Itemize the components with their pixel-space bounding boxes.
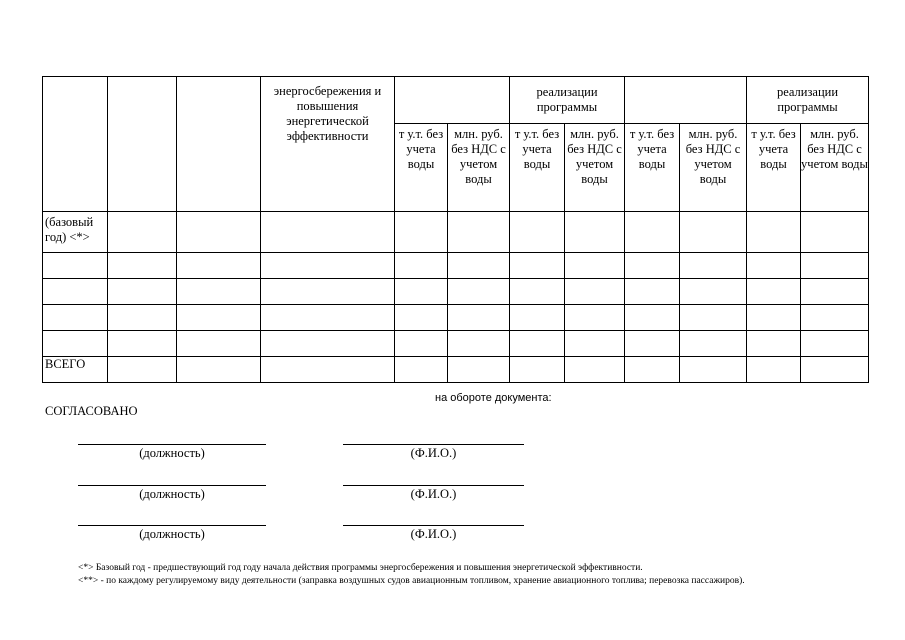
footnote-base-year: <*> Базовый год - предшествующий год году начала действия программы энергосбережения и повышения энергетической эффективности.: [78, 563, 643, 573]
subheader-mln: млн. руб. без НДС с учетом воды: [801, 124, 869, 212]
table-row: [43, 331, 869, 357]
energy-program-table: [42, 76, 869, 383]
header-group-empty: [395, 77, 510, 124]
table-row-total: [43, 357, 869, 383]
subheader-tut: т у.т. без учета воды: [625, 124, 680, 212]
header-cell-empty: [177, 77, 261, 212]
subheader-mln: млн. руб. без НДС с учетом воды: [565, 124, 625, 212]
signature-line-position: [78, 444, 266, 445]
header-group-program-1: реализации программы: [510, 77, 625, 124]
row-label-total: ВСЕГО: [43, 357, 108, 383]
subheader-tut: т у.т. без учета воды: [510, 124, 565, 212]
table-row: [43, 279, 869, 305]
signature-line-name: [343, 485, 524, 486]
signature-line-position: [78, 525, 266, 526]
header-cell-empty: [108, 77, 177, 212]
agreed-label: СОГЛАСОВАНО: [45, 404, 138, 418]
header-energy-saving: энергосбережения и повышения энергетической эффективности: [261, 77, 395, 212]
subheader-mln: млн. руб. без НДС с учетом воды: [448, 124, 510, 212]
position-caption: (должность): [139, 487, 205, 501]
table-row: [43, 305, 869, 331]
note-reverse: на обороте документа:: [435, 392, 552, 404]
name-caption: (Ф.И.О.): [410, 487, 457, 501]
position-caption: (должность): [139, 446, 205, 460]
name-caption: (Ф.И.О.): [410, 446, 457, 460]
subheader-mln: млн. руб. без НДС с учетом воды: [680, 124, 747, 212]
table-row-base-year: [43, 212, 869, 253]
subheader-tut: т у.т. без учета воды: [747, 124, 801, 212]
footnote-activity: <**> - по каждому регулируемому виду деятельности (заправка воздушных судов авиационным топливом, хранение авиационного топлива; перевозка пассажиров).: [78, 576, 745, 586]
name-caption: (Ф.И.О.): [410, 527, 457, 541]
signature-line-name: [343, 444, 524, 445]
subheader-tut: т у.т. без учета воды: [395, 124, 448, 212]
table-row: [43, 253, 869, 279]
row-label-base-year: (базовый год) <*>: [43, 212, 108, 253]
header-group-empty: [625, 77, 747, 124]
header-cell-empty: [43, 77, 108, 212]
position-caption: (должность): [139, 527, 205, 541]
signature-line-position: [78, 485, 266, 486]
signature-line-name: [343, 525, 524, 526]
header-group-program-2: реализации программы: [747, 77, 869, 124]
